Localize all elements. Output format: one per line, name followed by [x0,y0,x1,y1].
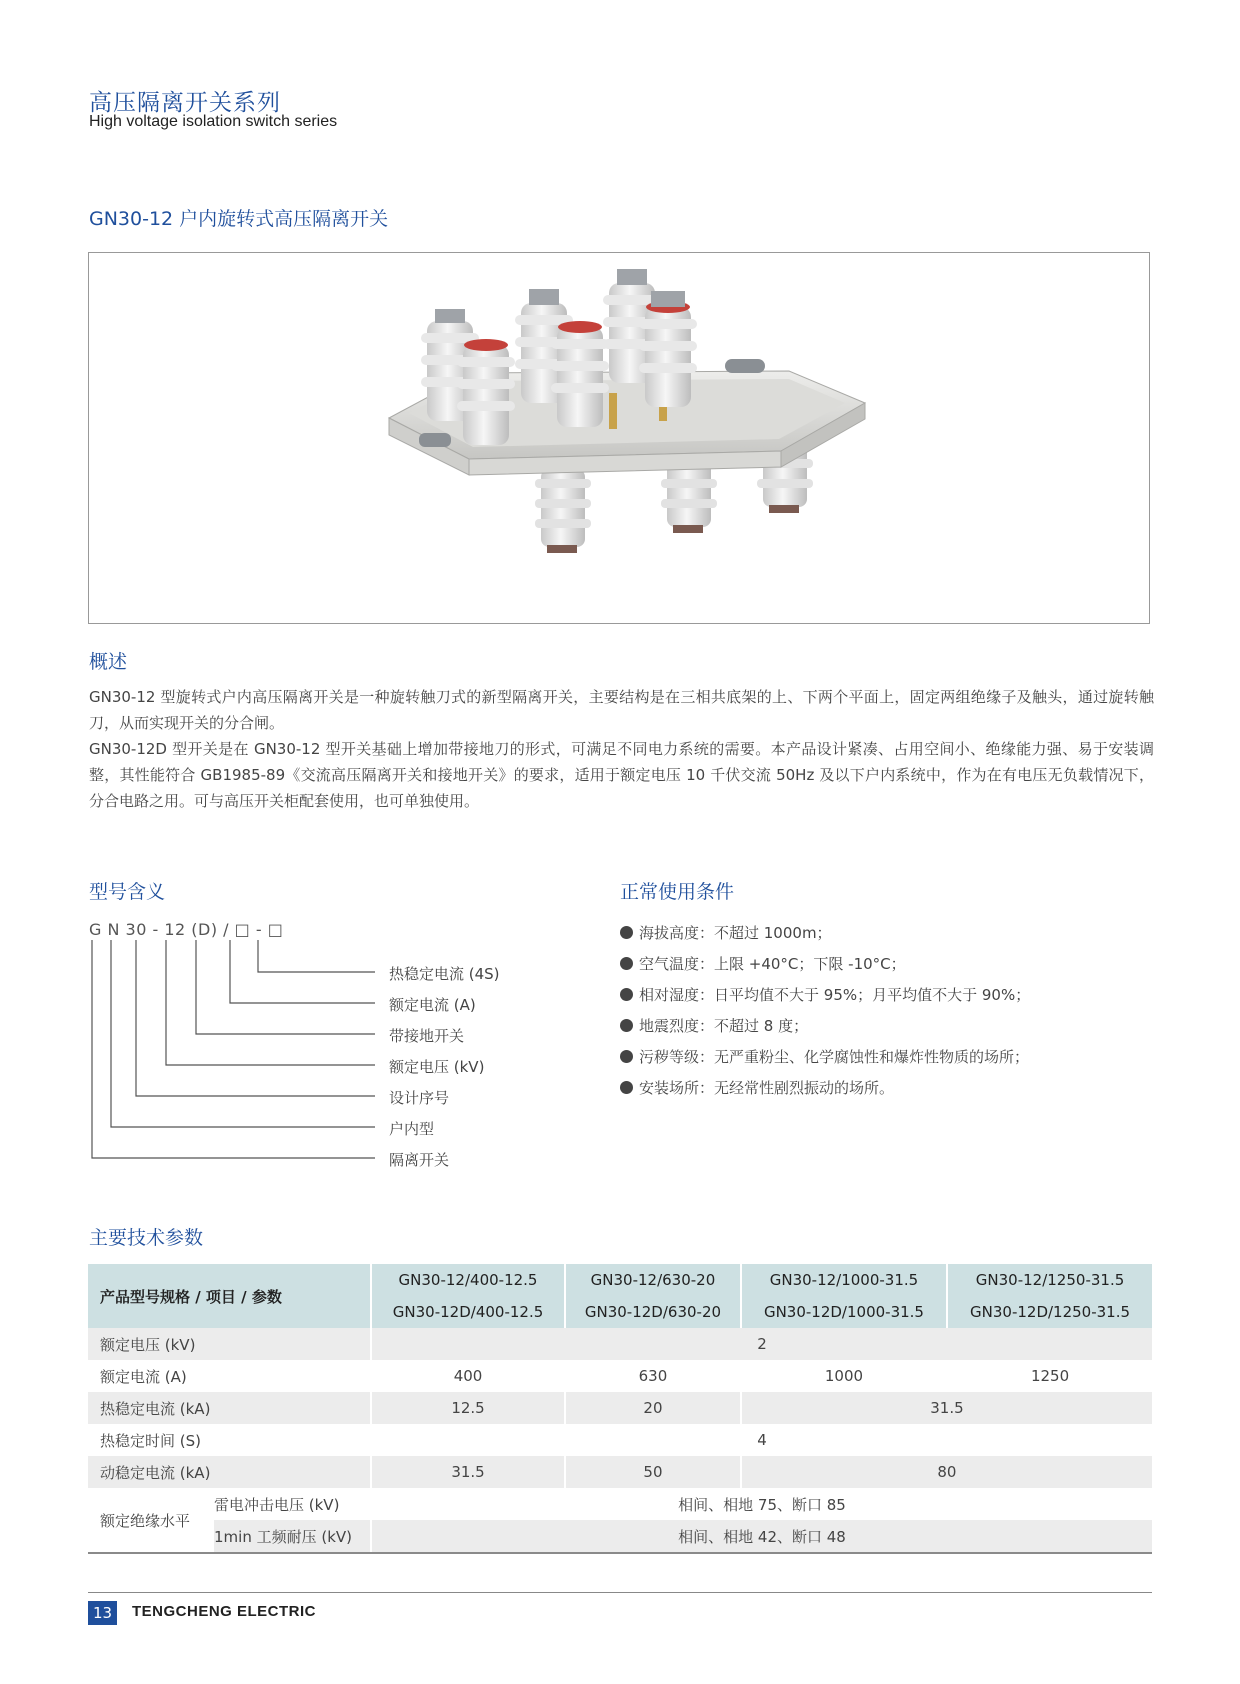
bullet-icon [620,1050,633,1063]
product-title: GN30-12 户内旋转式高压隔离开关 [89,208,389,230]
product-photo-frame [88,252,1150,624]
legend-indoor-type: 户内型 [389,1120,435,1138]
condition-item: 安装场所：无经常性剧烈振动的场所。 [620,1073,1030,1104]
page-number: 13 [88,1601,117,1625]
table-row: 1min 工频耐压 (kV) 相间、相地 42、断口 48 [88,1520,1152,1553]
model-meaning-title: 型号含义 [89,881,166,903]
table-row: 额定绝缘水平 雷电冲击电压 (kV) 相间、相地 75、断口 85 [88,1488,1152,1520]
model-legend-lines [88,940,378,1164]
model-column: GN30-12/630-20 GN30-12D/630-20 [565,1264,741,1328]
brand-name: TENGCHENG ELECTRIC [132,1603,317,1620]
model-column: GN30-12/1000-31.5 GN30-12D/1000-31.5 [741,1264,947,1328]
legend-design-number: 设计序号 [389,1089,450,1107]
model-code: G N 30 - 12 (D) / □ - □ [89,920,284,939]
bullet-icon [620,988,633,1001]
table-row: 额定电流 (A) 400 630 1000 1250 [88,1360,1152,1392]
table-header-row [88,1264,1152,1328]
bullet-icon [620,1019,633,1032]
series-title-en: High voltage isolation switch series [89,113,338,130]
table-row: 热稳定时间 (S) 4 [88,1424,1152,1456]
condition-item: 地震烈度：不超过 8 度； [620,1011,1030,1042]
isolation-switch-illustration [89,253,1149,623]
condition-item: 污秽等级：无严重粉尘、化学腐蚀性和爆炸性物质的场所； [620,1042,1030,1073]
condition-item: 空气温度：上限 +40°C；下限 -10°C； [620,949,1030,980]
series-title-cn: 高压隔离开关系列 [89,90,281,116]
condition-item: 海拔高度：不超过 1000m； [620,918,1030,949]
legend-isolation-switch: 隔离开关 [389,1151,450,1169]
model-column: GN30-12/1250-31.5 GN30-12D/1250-31.5 [947,1264,1152,1328]
table-row: 热稳定电流 (kA) 12.5 20 31.5 [88,1392,1152,1424]
overview-title: 概述 [89,651,128,673]
specs-title: 主要技术参数 [89,1227,204,1249]
legend-thermal-current: 热稳定电流 (4S) [389,965,500,983]
legend-grounding-switch: 带接地开关 [389,1027,465,1045]
condition-item: 相对湿度：日平均值不大于 95%；月平均值不大于 90%； [620,980,1030,1011]
overview-paragraph-2: GN30-12D 型开关是在 GN30-12 型开关基础上增加带接地刀的形式，可满足不同电力系统的需要。本产品设计紧凑、占用空间小、绝缘能力强、易于安装调整，其性能符合 GB1985-89《交流高压隔离开关和接地开关》的要求，适用于额定电压 10 千伏交流 50Hz 及以下户内系统中，作为在有电压无负载情况下，分合电路之用。可与高压开关柜配套使用，也可单独使用。 [89,740,1154,810]
conditions-list [620,918,1030,1104]
bullet-icon [620,957,633,970]
bullet-icon [620,1081,633,1094]
legend-rated-current: 额定电流 (A) [389,996,476,1014]
bullet-icon [620,926,633,939]
table-row: 额定电压 (kV) 2 [88,1328,1152,1360]
model-column: GN30-12/400-12.5 GN30-12D/400-12.5 [371,1264,565,1328]
footer-divider [88,1592,1152,1593]
conditions-title: 正常使用条件 [620,881,735,903]
legend-rated-voltage: 额定电压 (kV) [389,1058,485,1076]
specs-table [88,1264,1152,1554]
overview-paragraph-1: GN30-12 型旋转式户内高压隔离开关是一种旋转触刀式的新型隔离开关，主要结构是在三相共底架的上、下两个平面上，固定两组绝缘子及触头，通过旋转触刀，从而实现开关的分合闸。 [89,688,1154,732]
table-row: 动稳定电流 (kA) 31.5 50 80 [88,1456,1152,1488]
header-label: 产品型号规格 / 项目 / 参数 [88,1264,371,1328]
